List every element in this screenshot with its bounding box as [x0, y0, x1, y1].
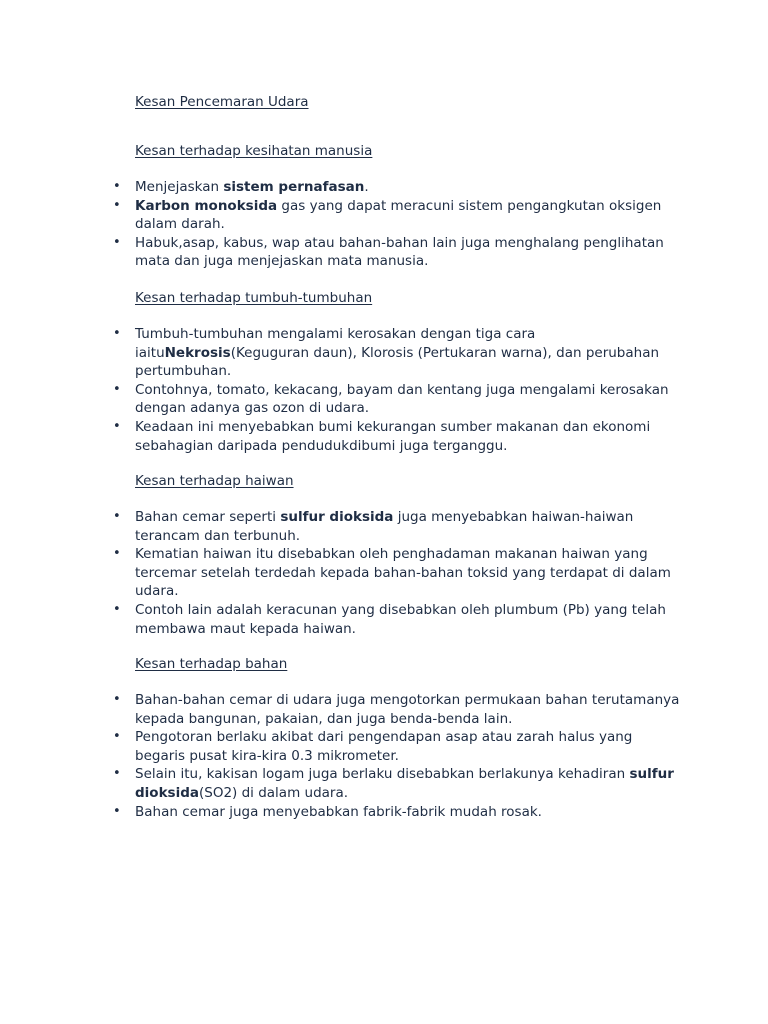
list-item: • Pengotoran berlaku akibat dari pengendapan asap atau zarah halus yang begaris pusat kira-kira 0.3 mikrometer. [0, 728, 680, 765]
bullet-list-plants [0, 325, 680, 455]
list-item: • Tumbuh-tumbuhan mengalami kerosakan dengan tiga cara iaituNekrosis(Keguguran daun), Klorosis (Pertukaran warna), dan perubahan pertumbuhan. [0, 325, 680, 381]
section-heading-plants: Kesan terhadap tumbuh-tumbuhan [135, 290, 373, 306]
list-item: • Contohnya, tomato, kekacang, bayam dan kentang juga mengalami kerosakan dengan adanya gas ozon di udara. [0, 381, 680, 418]
list-item: • Kematian haiwan itu disebabkan oleh penghadaman makanan haiwan yang tercemar setelah terdedah kepada bahan-bahan toksid yang terdapat di dalam udara. [0, 545, 680, 601]
list-item: • Keadaan ini menyebabkan bumi kekurangan sumber makanan dan ekonomi sebahagian daripada pendudukdibumi juga terganggu. [0, 418, 680, 455]
list-item: • Contoh lain adalah keracunan yang disebabkan oleh plumbum (Pb) yang telah membawa maut kepada haiwan. [0, 601, 680, 638]
section-heading-animals: Kesan terhadap haiwan [135, 473, 294, 489]
bullet-list-animals [0, 508, 680, 638]
list-item: • Habuk,asap, kabus, wap atau bahan-bahan lain juga menghalang penglihatan mata dan juga menjejaskan mata manusia. [0, 234, 680, 271]
page-title: Kesan Pencemaran Udara [135, 94, 309, 110]
bullet-list-materials [0, 691, 680, 821]
list-item: • Selain itu, kakisan logam juga berlaku disebabkan berlakunya kehadiran sulfur dioksida(SO2) di dalam udara. [0, 765, 680, 802]
bullet-list-health [0, 178, 680, 271]
list-item: • Bahan cemar seperti sulfur dioksida juga menyebabkan haiwan-haiwan terancam dan terbunuh. [0, 508, 680, 545]
section-heading-health: Kesan terhadap kesihatan manusia [135, 143, 373, 159]
section-heading-materials: Kesan terhadap bahan [135, 656, 288, 672]
list-item: • Bahan cemar juga menyebabkan fabrik-fabrik mudah rosak. [0, 803, 680, 822]
list-item: • Bahan-bahan cemar di udara juga mengotorkan permukaan bahan terutamanya kepada bangunan, pakaian, dan juga benda-benda lain. [0, 691, 680, 728]
list-item: • Karbon monoksida gas yang dapat meracuni sistem pengangkutan oksigen dalam darah. [0, 197, 680, 234]
list-item: • Menjejaskan sistem pernafasan. [0, 178, 680, 197]
